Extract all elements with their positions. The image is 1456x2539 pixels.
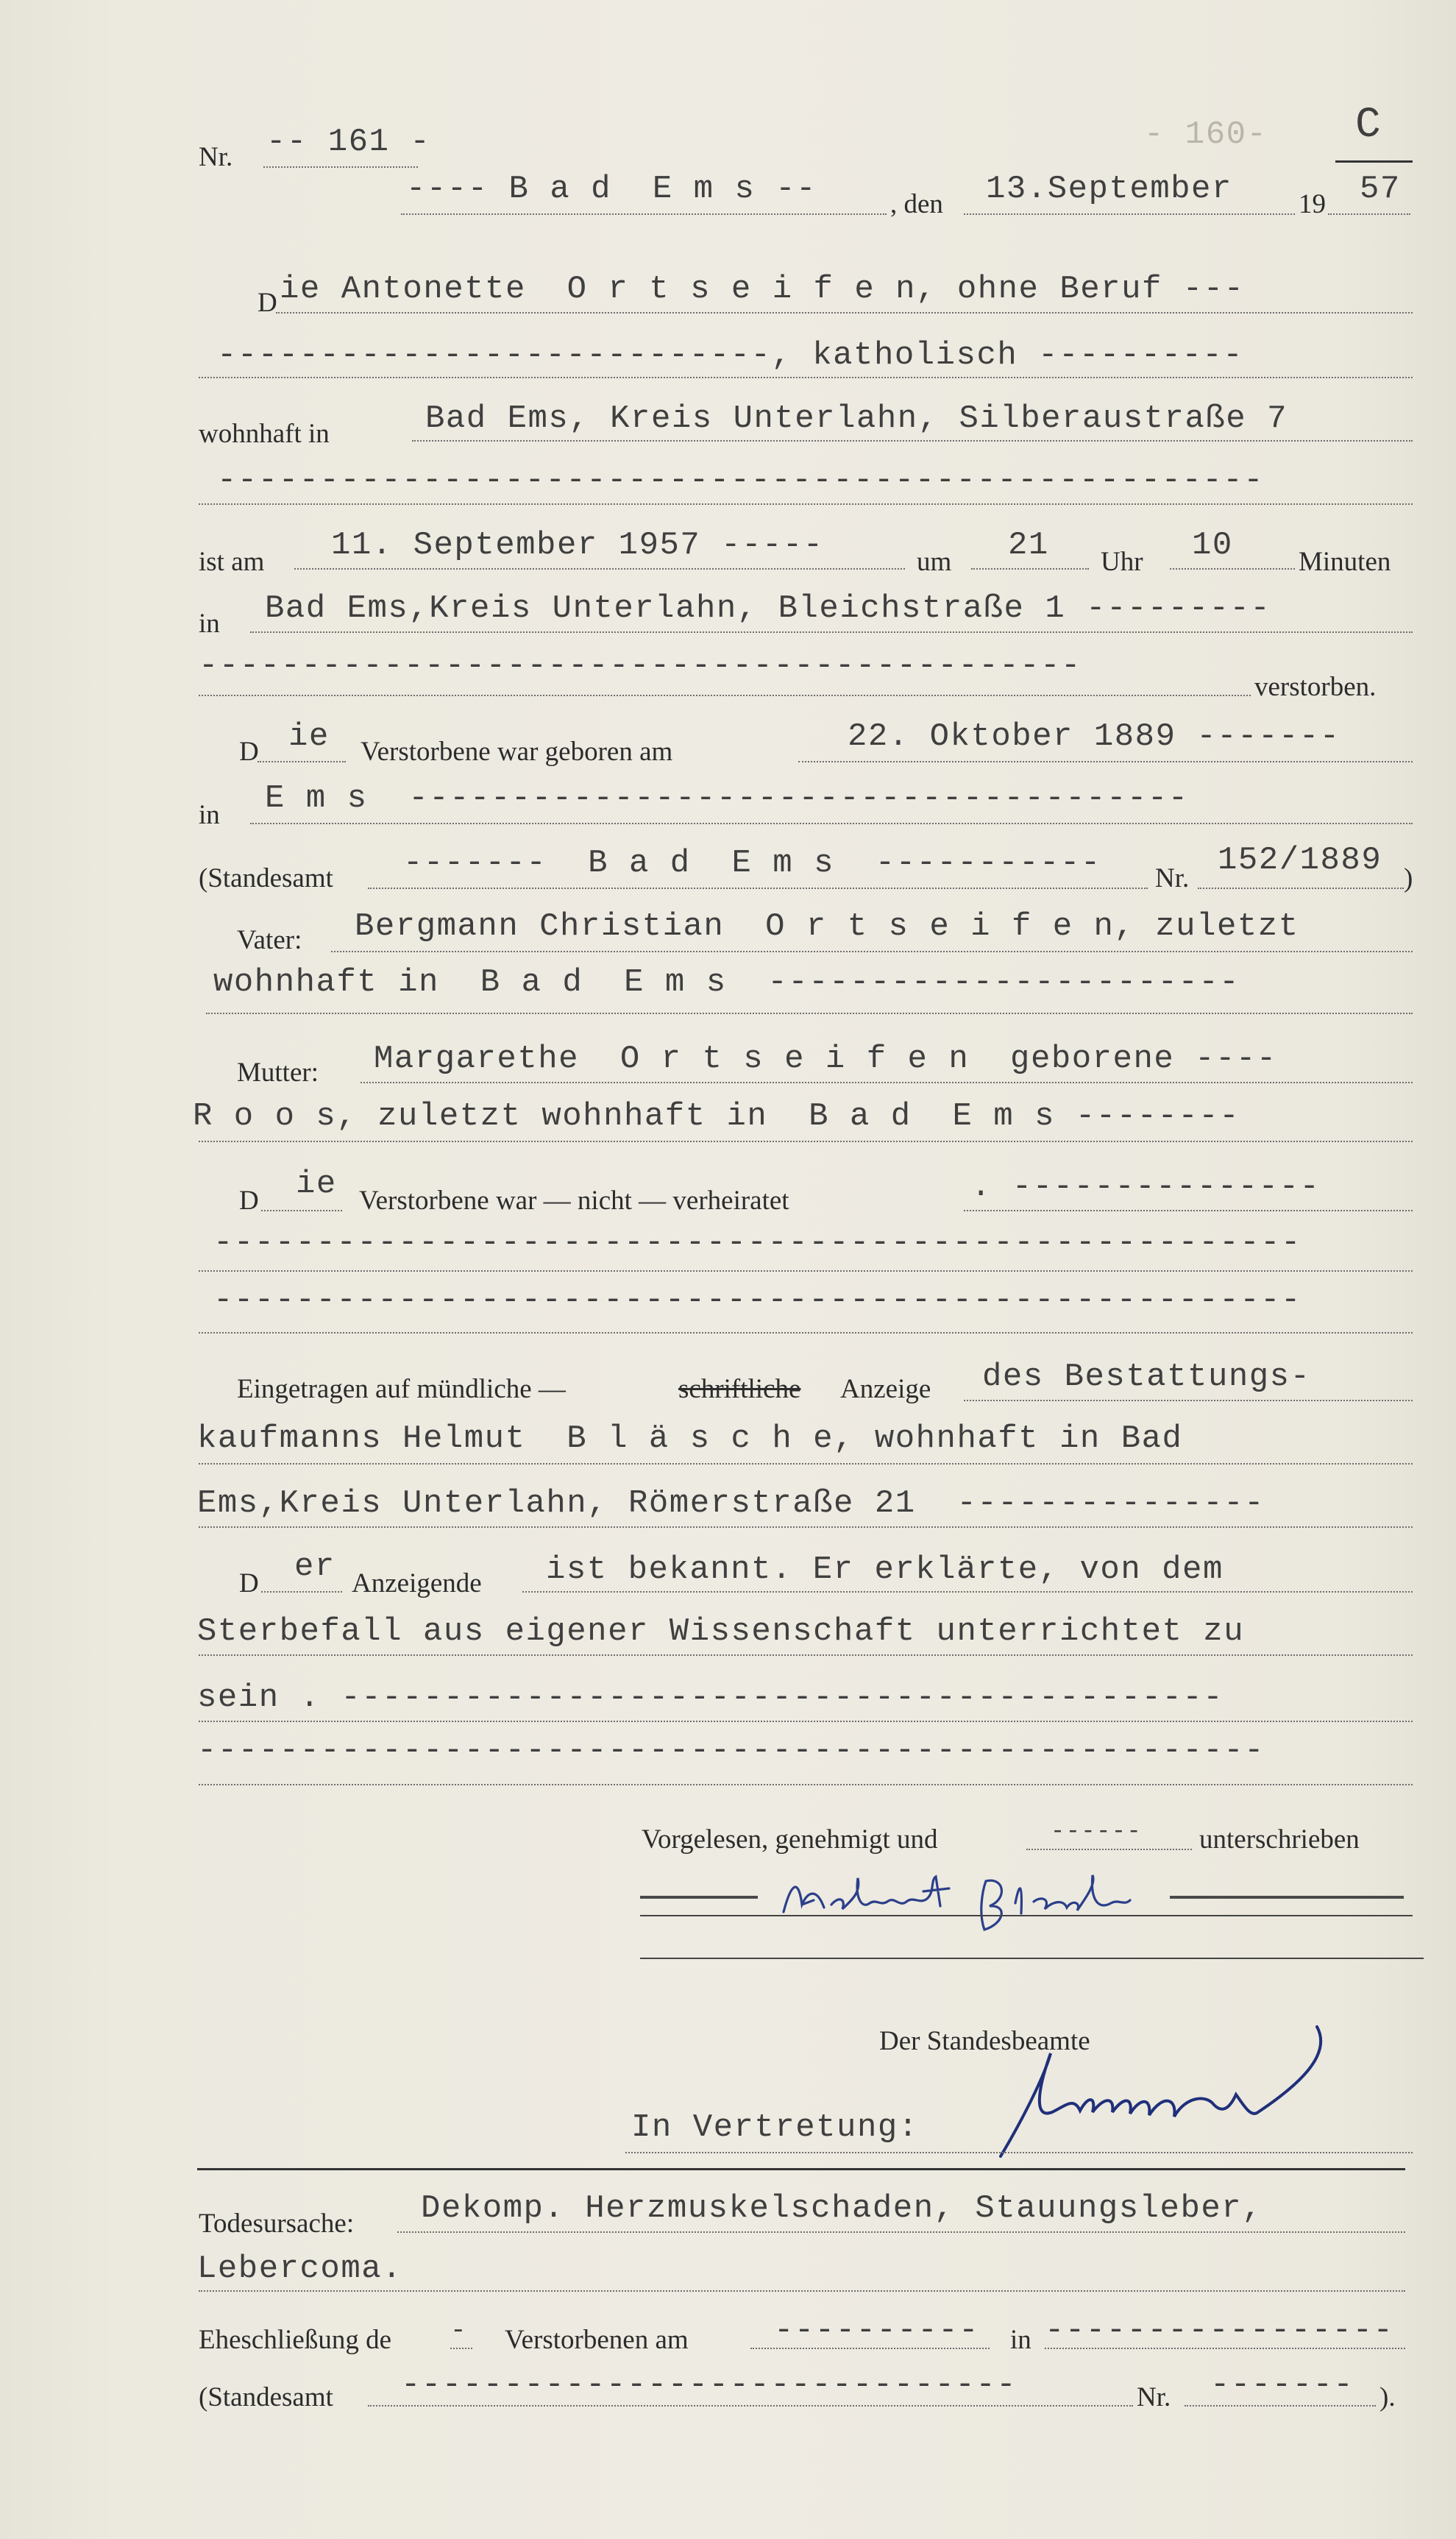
informant-signature-line: [640, 1915, 1413, 1916]
registration-text-2: kaufmanns Helmut B l ä s c h e, wohnhaft in Bad: [197, 1420, 1183, 1457]
birth-in-label: in: [199, 800, 220, 830]
minutes-dotted: [1170, 568, 1295, 570]
deceased-name-line: ie Antonette O r t s e i f e n, ohne Beruf ---: [280, 271, 1245, 308]
informant-text-2: Sterbefall aus eigener Wissenschaft unterrichtet zu: [197, 1613, 1245, 1650]
informant-label: Anzeigende: [352, 1568, 482, 1598]
residence-dotted: [412, 440, 1413, 442]
read-approved-blank: ------: [1051, 1818, 1143, 1845]
marital-article-dotted: [261, 1210, 342, 1211]
nr-label: Nr.: [199, 142, 233, 172]
marriage-registry-dotted: [368, 2405, 1133, 2407]
registration-text-3: Ems,Kreis Unterlahn, Römerstraße 21 ---------------: [197, 1485, 1265, 1522]
mother-line-1: Margarethe O r t s e i f e n geborene ----: [374, 1041, 1277, 1077]
birth-register-number: 152/1889: [1218, 842, 1382, 879]
marital-dotted-2: [199, 1270, 1413, 1272]
ghost-show-through-number: - 160-: [1144, 116, 1268, 153]
marital-dotted-3: [199, 1332, 1413, 1334]
death-place-dotted: [250, 631, 1413, 633]
birth-closing-paren: ): [1404, 863, 1413, 893]
marriage-close: ).: [1379, 2382, 1396, 2412]
wohnhaft-label: wohnhaft in: [199, 419, 330, 449]
marriage-label-2: Verstorbenen am: [505, 2325, 689, 2355]
mother-line-2: R o o s, zuletzt wohnhaft in B a d E m s --------: [193, 1098, 1240, 1135]
read-approved-label-end: unterschrieben: [1199, 1824, 1360, 1855]
cause-label: Todesursache:: [199, 2209, 355, 2239]
deceased-name-dotted: [276, 312, 1413, 314]
marital-value: . ---------------: [971, 1169, 1321, 1205]
date-dotted-line: [964, 213, 1295, 215]
nr-dotted-line: [263, 166, 418, 168]
residence-cont-dotted: [199, 503, 1413, 505]
mutter-label: Mutter:: [237, 1058, 319, 1088]
birth-registry-dotted: [368, 888, 1148, 889]
marriage-article-dotted: [450, 2348, 472, 2349]
death-place-continuation: -------------------------------------------: [199, 648, 1082, 684]
section-divider: [197, 2168, 1405, 2170]
official-label: Der Standesbeamte: [879, 2026, 1090, 2056]
informant-article: er: [294, 1548, 335, 1585]
birth-place: E m s --------------------------------------: [265, 780, 1189, 817]
deceased-religion-line: ---------------------------, katholisch ----------: [217, 337, 1244, 374]
birth-date: 22. Oktober 1889 -------: [848, 718, 1340, 755]
death-date: 11. September 1957 -----: [331, 527, 824, 564]
birth-nr-label: Nr.: [1155, 863, 1190, 893]
marital-d-prefix: D: [239, 1186, 259, 1216]
birth-registry-office: ------- B a d E m s -----------: [403, 845, 1101, 882]
born-article-dotted: [258, 761, 346, 762]
mother-dotted-2: [199, 1141, 1413, 1142]
year-suffix: 57: [1360, 171, 1401, 208]
informant-text-4: ----------------------------------------------------: [197, 1732, 1265, 1769]
in-vertretung-label: In Vertretung:: [631, 2109, 919, 2146]
marriage-standesamt-label: (Standesamt: [199, 2382, 333, 2412]
marriage-nr-dotted: [1185, 2405, 1376, 2407]
register-letter-underline: [1335, 160, 1413, 163]
year-dotted-line: [1328, 213, 1410, 215]
um-label: um: [917, 547, 952, 577]
informant-dotted-4: [199, 1784, 1413, 1785]
informant-dotted-1: [522, 1591, 1413, 1593]
marital-dotted: [964, 1210, 1413, 1211]
mother-dotted-1: [361, 1082, 1413, 1083]
born-label: Verstorbene war geboren am: [361, 737, 673, 767]
den-label: , den: [890, 189, 943, 219]
marriage-in-label: in: [1010, 2325, 1031, 2355]
place-dotted-line: [401, 213, 887, 215]
verstorben-label: verstorben.: [1254, 672, 1377, 702]
marital-label: Verstorbene war — nicht — verheiratet: [359, 1186, 789, 1216]
birth-date-dotted: [798, 761, 1413, 762]
registration-dotted-3: [199, 1526, 1413, 1528]
informant-d-prefix: D: [239, 1568, 259, 1598]
informant-text-1: ist bekannt. Er erklärte, von dem: [546, 1551, 1224, 1588]
father-line-2: wohnhaft in B a d E m s -----------------------: [213, 964, 1240, 1001]
minuten-label: Minuten: [1299, 547, 1391, 577]
vater-label: Vater:: [237, 925, 302, 955]
residence-address: Bad Ems, Kreis Unterlahn, Silberaustraße 7: [425, 400, 1288, 437]
read-approved-dotted: [1026, 1849, 1192, 1850]
marriage-date: ----------: [774, 2312, 980, 2349]
birth-place-dotted: [250, 823, 1413, 824]
born-article: ie: [288, 718, 330, 755]
ist-am-label: ist am: [199, 547, 265, 577]
informant-text-3: sein . -------------------------------------------: [197, 1679, 1224, 1716]
hour-dotted: [971, 568, 1089, 570]
birth-nr-dotted: [1198, 888, 1404, 889]
registration-dotted-2: [199, 1463, 1413, 1465]
cause-dotted-2: [199, 2290, 1405, 2292]
registration-text-1: des Bestattungs-: [982, 1359, 1311, 1395]
marriage-nr: -------: [1210, 2367, 1354, 2404]
marriage-place-dotted: [1045, 2348, 1405, 2349]
marriage-registry: ------------------------------: [401, 2367, 1018, 2404]
informant-dotted-3: [199, 1721, 1413, 1722]
entry-number: -- 161 -: [266, 124, 431, 160]
marriage-blank: -: [450, 2315, 468, 2345]
marriage-label: Eheschließung de: [199, 2325, 391, 2355]
deceased-d-prefix: D: [258, 288, 277, 318]
religion-dotted: [199, 377, 1413, 378]
marriage-nr-label: Nr.: [1137, 2382, 1171, 2412]
registry-place: ---- B a d E m s --: [406, 171, 817, 208]
registration-label-a: Eingetragen auf mündliche —: [237, 1374, 566, 1404]
register-letter: C: [1355, 102, 1382, 149]
official-signature-dotted: [625, 2152, 1413, 2153]
residence-continuation: ---------------------------------------------------: [217, 462, 1265, 499]
uhr-label: Uhr: [1101, 547, 1143, 577]
death-place-cont-dotted: [199, 695, 1251, 696]
marriage-date-dotted: [750, 2348, 990, 2349]
marriage-place: -----------------: [1045, 2312, 1394, 2349]
registration-dotted-1: [964, 1400, 1413, 1401]
marital-article: ie: [296, 1166, 337, 1203]
year-prefix: 19: [1299, 189, 1326, 219]
father-dotted-2: [206, 1013, 1413, 1014]
marital-line-2: -----------------------------------------------------: [213, 1225, 1301, 1261]
born-d-prefix: D: [239, 737, 259, 767]
informant-signature: [633, 1869, 1413, 1965]
death-hour: 21: [1008, 527, 1049, 564]
registration-date: 13.September: [986, 171, 1232, 208]
cause-dotted-1: [397, 2231, 1405, 2233]
father-line-1: Bergmann Christian O r t s e i f e n, zuletzt: [355, 908, 1299, 945]
official-signature: [993, 2024, 1376, 2164]
death-in-label: in: [199, 609, 220, 639]
death-date-dotted: [294, 568, 905, 570]
registration-label-b: Anzeige: [840, 1374, 931, 1404]
birth-standesamt-label: (Standesamt: [199, 863, 333, 893]
marital-line-3: -----------------------------------------------------: [213, 1282, 1301, 1319]
cause-line-1: Dekomp. Herzmuskelschaden, Stauungsleber,: [421, 2190, 1263, 2227]
cause-line-2: Lebercoma.: [197, 2251, 403, 2287]
registration-label-struck: schriftliche: [678, 1374, 801, 1404]
informant-article-dotted: [261, 1591, 342, 1593]
death-place: Bad Ems,Kreis Unterlahn, Bleichstraße 1 ---------: [265, 590, 1271, 627]
father-dotted-1: [331, 951, 1413, 952]
read-approved-label: Vorgelesen, genehmigt und: [642, 1824, 938, 1855]
informant-dotted-2: [199, 1654, 1413, 1656]
second-signature-line: [640, 1958, 1424, 1959]
death-minutes: 10: [1192, 527, 1233, 564]
